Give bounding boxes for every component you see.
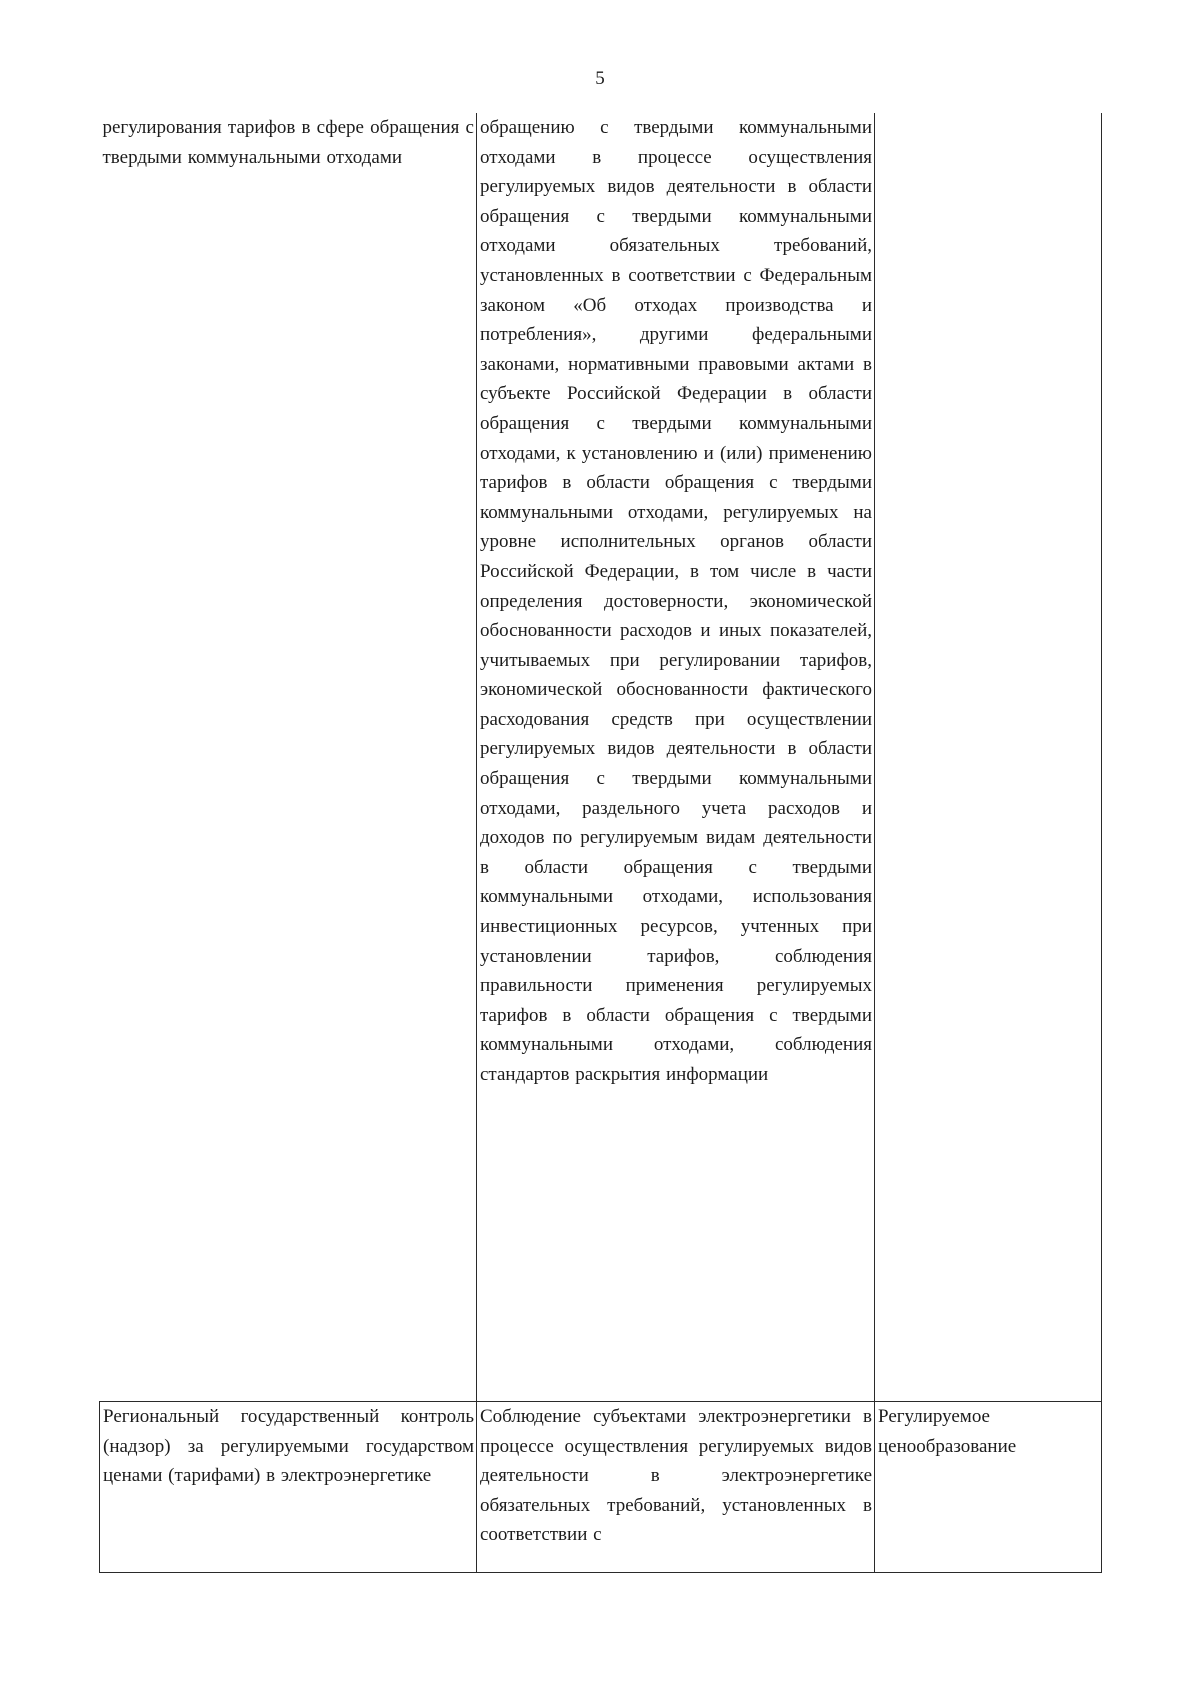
page-number: 5 bbox=[595, 68, 605, 89]
control-type-cell bbox=[100, 1402, 477, 1573]
control-subject-cell bbox=[477, 113, 875, 1402]
regulation-table bbox=[99, 113, 1102, 1573]
control-subject-text: Соблюдение субъектами электроэнергетики в процессе осуществления регулируемых видов деятельности в электроэнергетике обязательных требований, установленных в соответствии с bbox=[480, 1406, 872, 1546]
control-type-text: Региональный государственный контроль (надзор) за регулируемыми государством ценами (тарифами) в электроэнергетике bbox=[103, 1406, 474, 1487]
control-type-text: регулирования тарифов в сфере обращения с твердыми коммунальными отходами bbox=[102, 117, 474, 168]
sphere-text: Регулируемое ценообразование bbox=[878, 1406, 1017, 1457]
sphere-cell bbox=[875, 113, 1102, 1402]
sphere-cell bbox=[875, 1402, 1102, 1573]
control-subject-cell bbox=[477, 1402, 875, 1573]
table-row bbox=[100, 1402, 1102, 1573]
table-row bbox=[100, 113, 1102, 1402]
control-type-cell bbox=[100, 113, 477, 1402]
control-subject-text: обращению с твердыми коммунальными отходами в процессе осуществления регулируемых видов деятельности в области обращения с твердыми коммунальными отходами обязательных требований, установленных в соответствии с Федеральным законом «Об отходах производства и потребления», другими федеральными законами, нормативными правовыми актами в субъекте Российской Федерации в области обращения с твердыми коммунальными отходами, к установлению и (или) применению тарифов в области обращения с твердыми коммунальными отходами, регулируемых на уровне исполнительных органов области Российской Федерации, в том числе в части определения достоверности, экономической обоснованности расходов и иных показателей, учитываемых при регулировании тарифов, экономической обоснованности фактического расходования средств при осуществлении регулируемых видов деятельности в области обращения с твердыми коммунальными отходами, раздельного учета расходов и доходов по регулируемым видам деятельности в области обращения с твердыми коммунальными отходами, использования инвестиционных ресурсов, учтенных при установлении тарифов, соблюдения правильности применения регулируемых тарифов в области обращения с твердыми коммунальными отходами, соблюдения стандартов раскрытия информации bbox=[480, 117, 872, 1085]
